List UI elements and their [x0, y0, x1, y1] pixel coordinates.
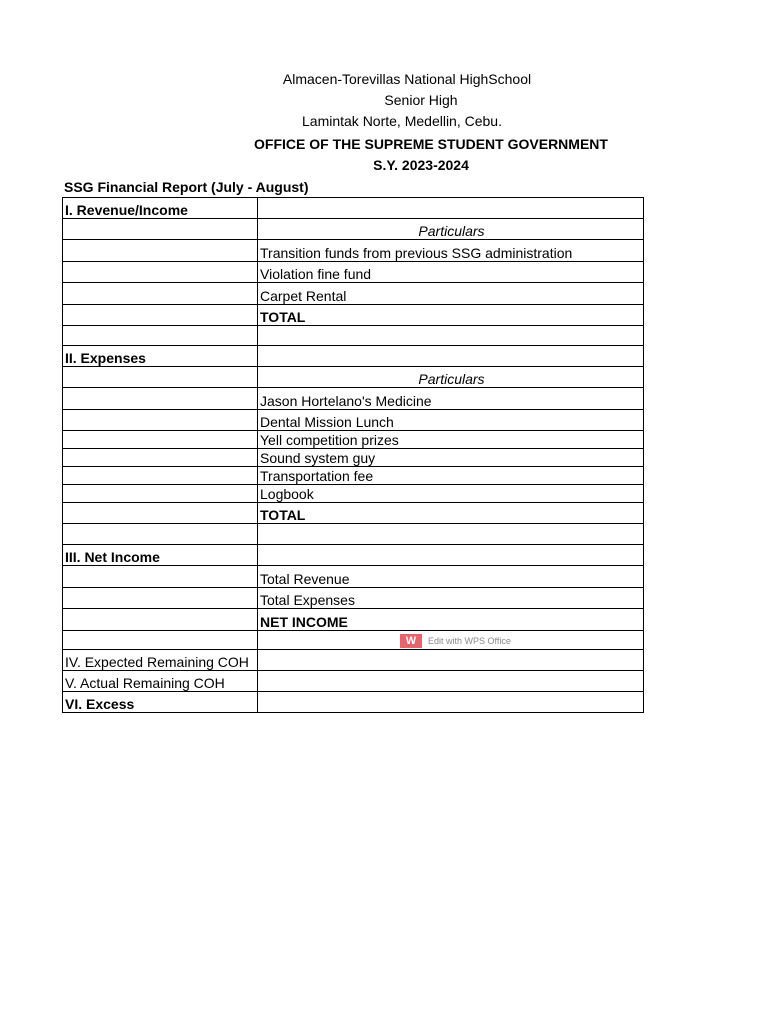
table-row	[63, 326, 644, 346]
expense-item: Jason Hortelano's Medicine	[258, 388, 644, 410]
school-year: S.Y. 2023-2024	[373, 157, 469, 173]
table-row	[63, 566, 644, 588]
empty-cell	[63, 485, 258, 503]
report-title: SSG Financial Report (July - August)	[64, 179, 309, 195]
expected-coh-label: IV. Expected Remaining COH	[63, 650, 258, 671]
revenue-item: Carpet Rental	[258, 283, 644, 305]
empty-cell	[258, 346, 644, 367]
table-row	[63, 449, 644, 467]
excess-label: VI. Excess	[63, 692, 258, 713]
empty-cell	[258, 692, 644, 713]
net-income-heading: III. Net Income	[63, 545, 258, 566]
empty-cell	[63, 566, 258, 588]
empty-cell	[63, 305, 258, 326]
school-name: Almacen-Torevillas National HighSchool	[282, 71, 532, 87]
table-row	[63, 692, 644, 713]
expenses-total-label: TOTAL	[258, 503, 644, 524]
watermark-cell	[258, 631, 644, 650]
table-row	[63, 588, 644, 609]
empty-cell	[63, 631, 258, 650]
table-row	[63, 524, 644, 545]
empty-cell	[63, 367, 258, 388]
empty-cell	[63, 283, 258, 305]
wps-logo-icon: W	[400, 634, 422, 648]
school-address: Lamintak Norte, Medellin, Cebu.	[302, 113, 502, 129]
table-row	[63, 650, 644, 671]
table-row	[63, 545, 644, 566]
table-row	[63, 305, 644, 326]
empty-cell	[63, 588, 258, 609]
revenue-heading: I. Revenue/Income	[63, 198, 258, 219]
table-row	[63, 219, 644, 240]
net-income-item: Total Revenue	[258, 566, 644, 588]
net-income-total-label: NET INCOME	[258, 609, 644, 631]
empty-cell	[63, 431, 258, 449]
empty-cell	[258, 198, 644, 219]
table-row	[63, 671, 644, 692]
table-row	[63, 631, 644, 650]
expense-item: Yell competition prizes	[258, 431, 644, 449]
expense-item: Sound system guy	[258, 449, 644, 467]
table-row	[63, 283, 644, 305]
expense-item: Transportation fee	[258, 467, 644, 485]
table-row	[63, 485, 644, 503]
table-row	[63, 467, 644, 485]
empty-cell	[63, 609, 258, 631]
empty-cell	[63, 326, 258, 346]
empty-cell	[63, 410, 258, 431]
expense-item: Dental Mission Lunch	[258, 410, 644, 431]
revenue-item: Violation fine fund	[258, 262, 644, 283]
table-row	[63, 198, 644, 219]
table-row	[63, 367, 644, 388]
empty-cell	[63, 524, 258, 545]
empty-cell	[258, 650, 644, 671]
net-income-item: Total Expenses	[258, 588, 644, 609]
financial-report-table	[62, 197, 644, 713]
actual-coh-label: V. Actual Remaining COH	[63, 671, 258, 692]
expenses-particulars-label: Particulars	[258, 367, 644, 388]
table-row	[63, 609, 644, 631]
wps-watermark-text: Edit with WPS Office	[428, 636, 511, 646]
table-row	[63, 431, 644, 449]
table-row	[63, 503, 644, 524]
empty-cell	[63, 388, 258, 410]
empty-cell	[63, 219, 258, 240]
wps-watermark[interactable]	[400, 633, 511, 649]
revenue-particulars-label: Particulars	[258, 219, 644, 240]
revenue-item: Transition funds from previous SSG administration	[258, 240, 644, 262]
expenses-heading: II. Expenses	[63, 346, 258, 367]
table-row	[63, 388, 644, 410]
empty-cell	[63, 467, 258, 485]
empty-cell	[258, 545, 644, 566]
empty-cell	[63, 503, 258, 524]
empty-cell	[63, 449, 258, 467]
table-row	[63, 410, 644, 431]
empty-cell	[258, 671, 644, 692]
table-row	[63, 240, 644, 262]
empty-cell	[258, 524, 644, 545]
empty-cell	[63, 240, 258, 262]
empty-cell	[63, 262, 258, 283]
revenue-total-label: TOTAL	[258, 305, 644, 326]
empty-cell	[258, 326, 644, 346]
department: Senior High	[384, 92, 458, 108]
expense-item: Logbook	[258, 485, 644, 503]
office-title: OFFICE OF THE SUPREME STUDENT GOVERNMENT	[254, 136, 608, 152]
table-row	[63, 346, 644, 367]
table-row	[63, 262, 644, 283]
